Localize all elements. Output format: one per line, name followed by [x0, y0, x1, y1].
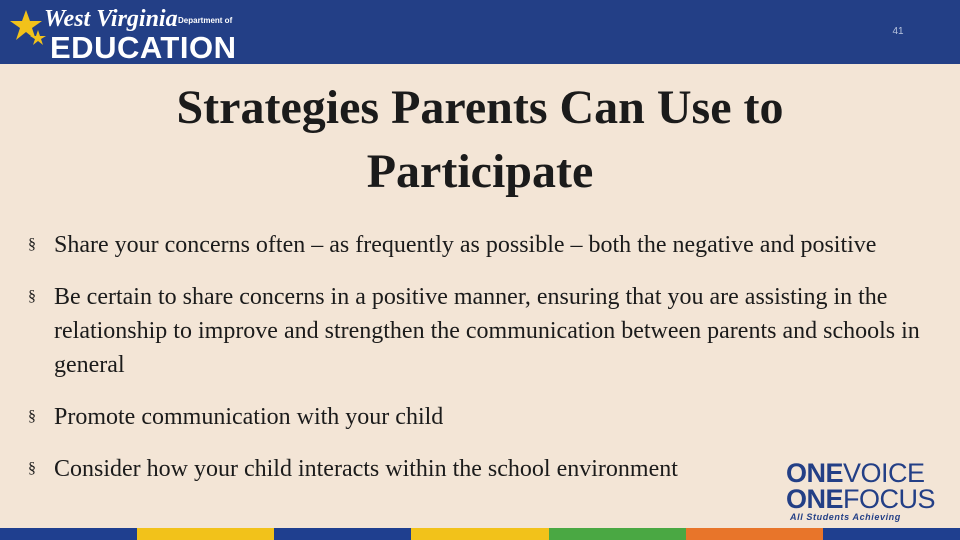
slide-title: Strategies Parents Can Use to Participate	[176, 81, 784, 198]
color-stripe-segment	[137, 528, 274, 540]
page-number: 41	[892, 26, 904, 37]
logo-one-label: ONE	[786, 458, 844, 488]
logo-one-label: ONE	[786, 484, 844, 514]
bullet-text: Be certain to share concerns in a positive manner, ensuring that you are assisting in the relationship to improve and strengthen the communication between parents and schools in general	[54, 284, 920, 378]
color-stripe-segment	[274, 528, 411, 540]
bullet-item	[28, 400, 928, 434]
color-stripe-segment	[686, 528, 823, 540]
bullet-marker-icon: §	[28, 408, 36, 425]
color-stripe-segment	[549, 528, 686, 540]
color-stripe-segment	[411, 528, 548, 540]
bullet-item	[28, 280, 928, 382]
bullet-marker-icon: §	[28, 460, 36, 477]
logo-voice-label: VOICE	[843, 458, 925, 488]
bullet-marker-icon: §	[28, 236, 36, 253]
bullet-marker-icon: §	[28, 288, 36, 305]
color-stripe-segment	[823, 528, 960, 540]
one-voice-one-focus-logo	[786, 460, 950, 522]
wv-education-logo	[10, 4, 250, 65]
logo-dept-label: Department of	[178, 16, 233, 25]
logo-focus-label: FOCUS	[843, 484, 936, 514]
bullet-text: Promote communication with your child	[54, 404, 444, 430]
color-stripe-segment	[0, 528, 137, 540]
bullet-item	[28, 228, 928, 262]
logo-education-label: EDUCATION	[50, 30, 237, 65]
logo-state-name: West Virginia	[44, 6, 178, 32]
logo-tagline: All Students Achieving	[790, 512, 901, 522]
bullet-text: Share your concerns often – as frequently as possible – both the negative and positive	[54, 232, 877, 258]
color-stripe-footer	[0, 528, 960, 540]
bullet-text: Consider how your child interacts within the school environment	[54, 456, 678, 482]
header-bar	[0, 0, 960, 64]
